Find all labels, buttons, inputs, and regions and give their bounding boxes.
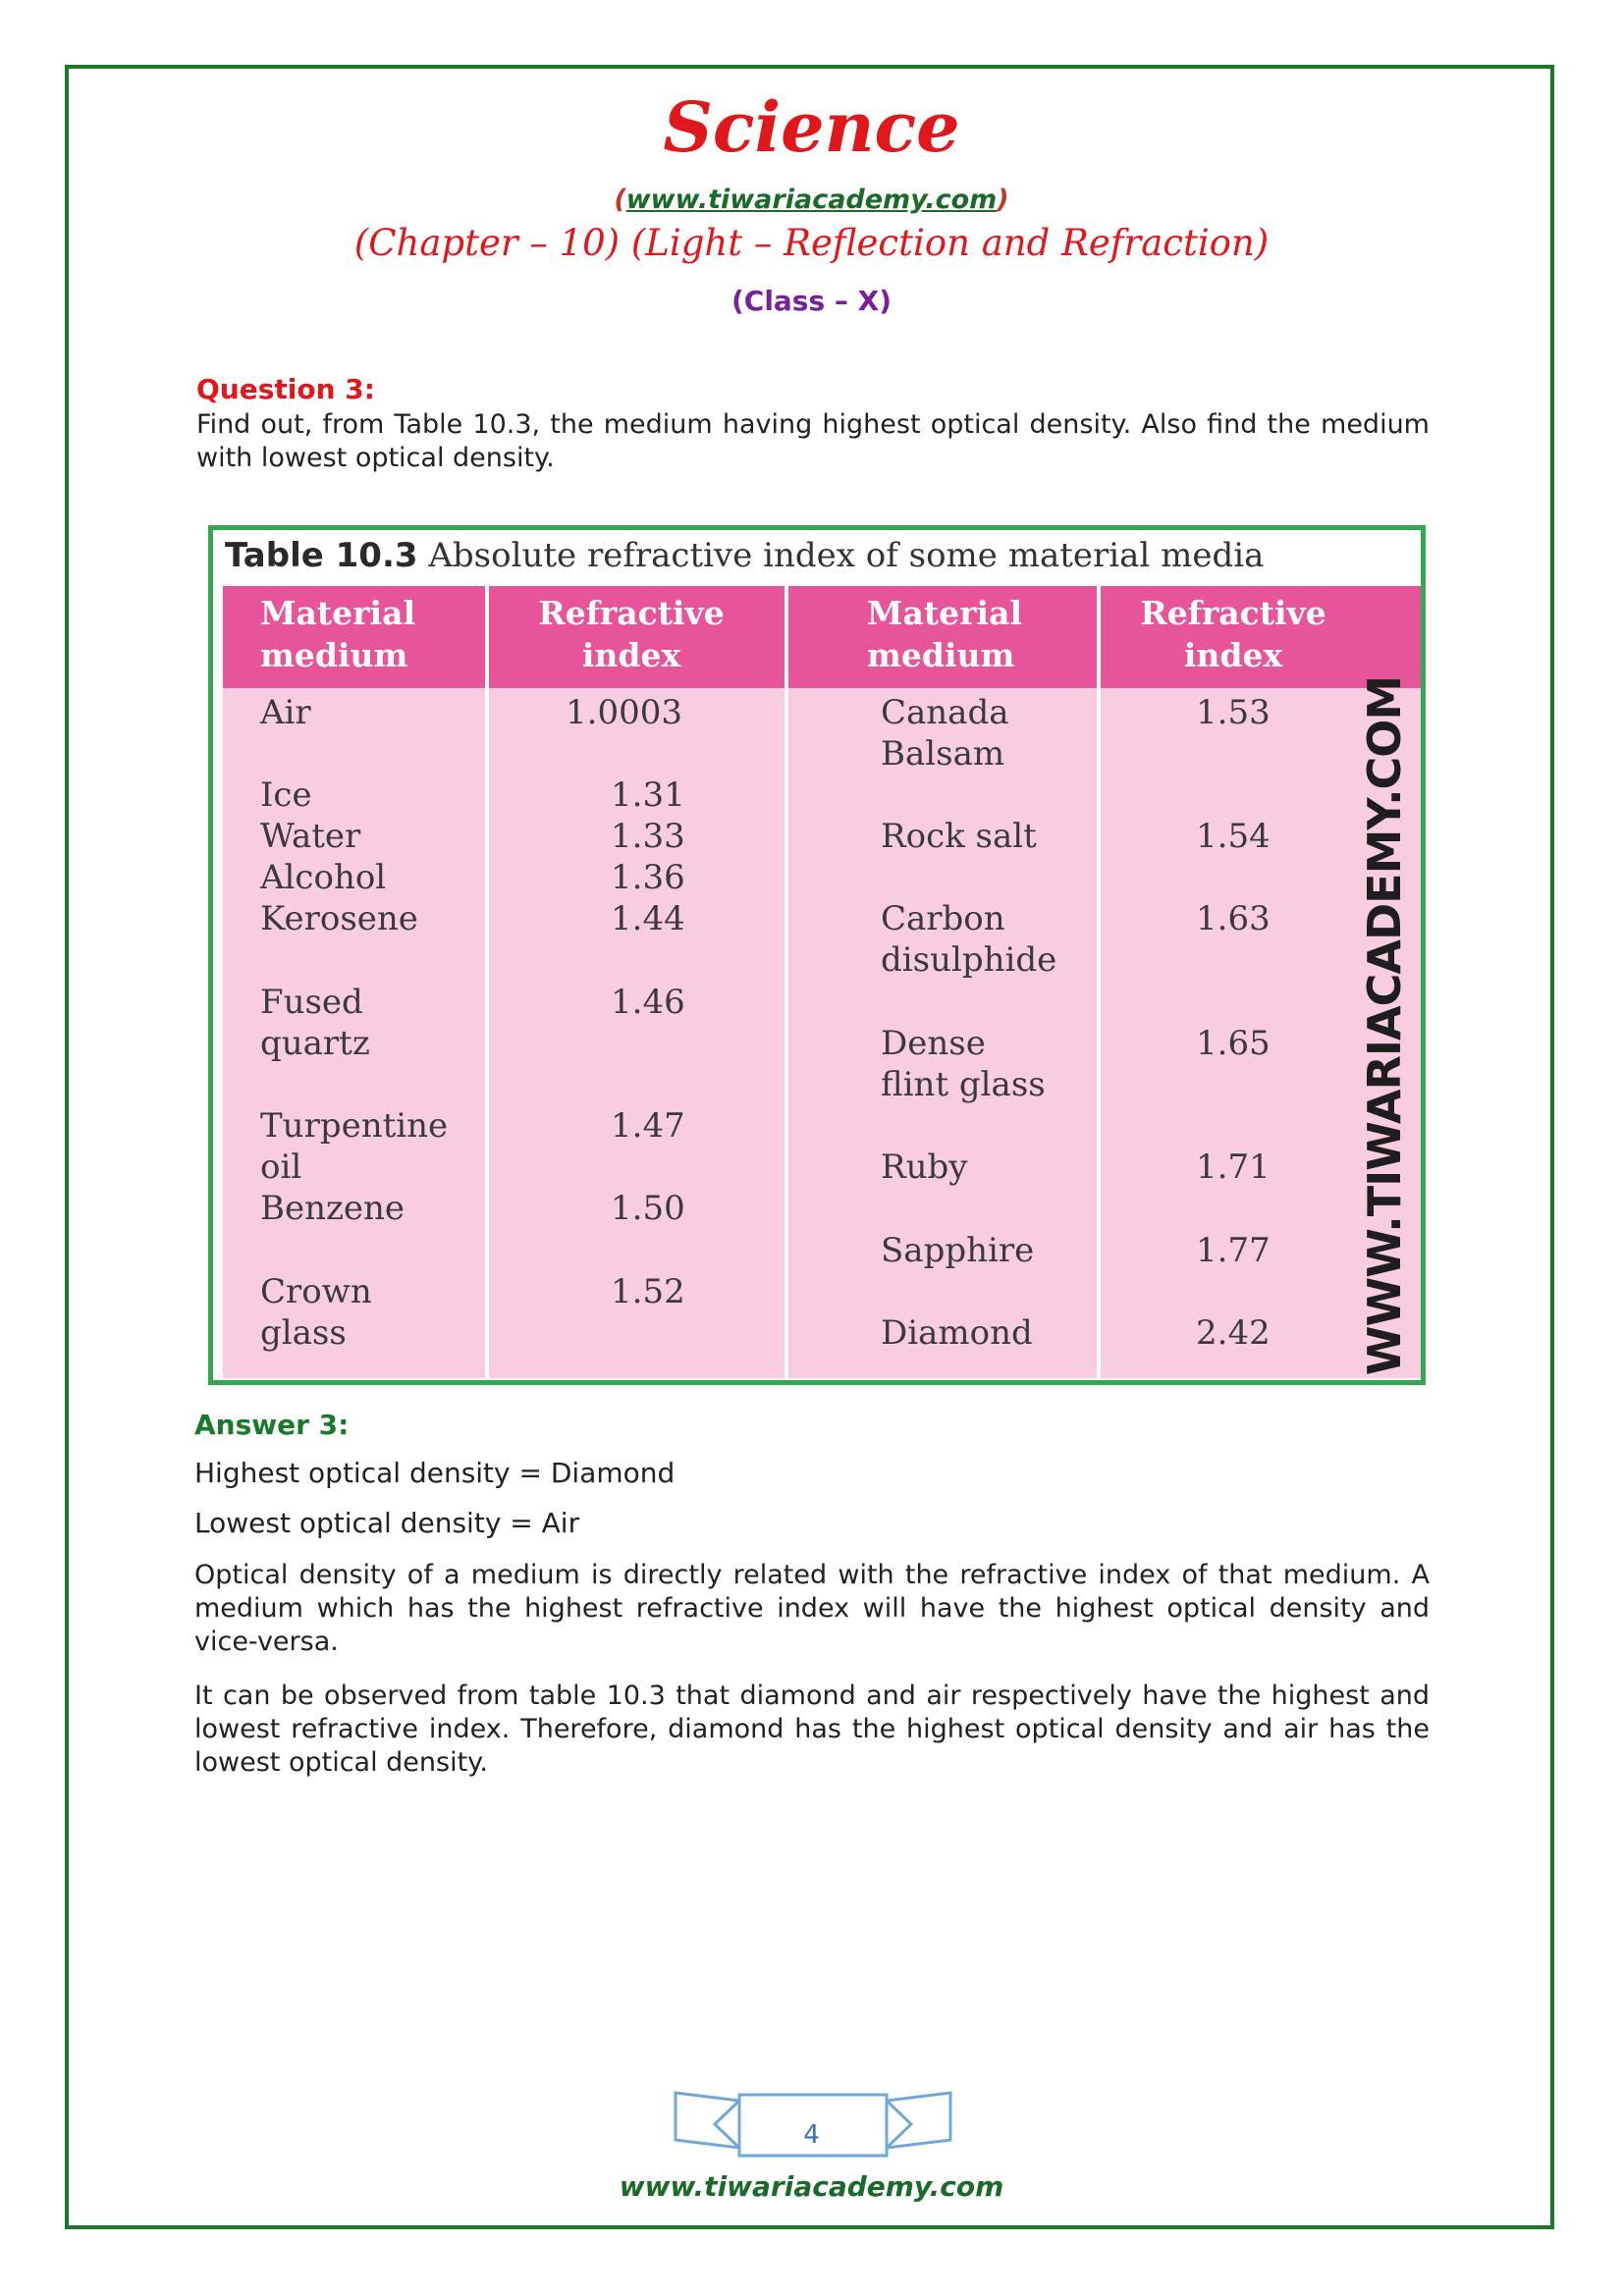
header-index-line2: index xyxy=(1183,636,1283,674)
table-caption-number: Table 10.3 xyxy=(225,536,418,575)
table-cell-index: 1.77 xyxy=(1196,1231,1271,1270)
table-cell-medium: Fused xyxy=(260,983,363,1022)
table-cell-medium: Rock salt xyxy=(881,817,1037,856)
table-cell-index: 1.44 xyxy=(611,899,685,938)
table-column-material-left xyxy=(223,586,485,1378)
question-label: Question 3: xyxy=(196,373,375,405)
answer-paragraph-2: It can be observed from table 10.3 that diamond and air respectively have the highest and lowest refractive index. Therefore, diamond has the highest optical density and air has the lowest optical density. xyxy=(194,1681,1430,1778)
footer-website[interactable]: www.tiwariacademy.com xyxy=(619,2170,1004,2203)
header-material-line1: Material xyxy=(260,594,415,632)
table-cell-medium: Ice xyxy=(260,775,312,815)
table-cell-index: 1.36 xyxy=(611,858,685,897)
table-header-cell xyxy=(1101,586,1421,688)
table-cell-medium: Diamond xyxy=(881,1313,1033,1353)
table-caption xyxy=(225,538,1264,574)
table-cell-medium: disulphide xyxy=(881,940,1057,980)
table-cell-index: 1.47 xyxy=(611,1106,685,1146)
table-cell-index: 1.50 xyxy=(611,1189,685,1228)
table-cell-index: 1.31 xyxy=(611,775,685,815)
header-index-line2: index xyxy=(581,636,681,674)
table-cell-index: 1.65 xyxy=(1196,1024,1271,1063)
table-header-cell xyxy=(489,586,784,688)
table-column-index-left xyxy=(489,586,784,1378)
table-caption-text: Absolute refractive index of some material media xyxy=(428,536,1265,575)
table-cell-medium: quartz xyxy=(260,1024,370,1063)
answer-highest: Highest optical density = Diamond xyxy=(194,1457,676,1489)
table-cell-index: 1.52 xyxy=(611,1272,685,1311)
header-index-line1: Refractive xyxy=(1140,594,1326,632)
table-cell-medium: Canada xyxy=(881,693,1009,732)
watermark-text: WWW.TIWARIACADEMY.COM xyxy=(1358,675,1411,1376)
header-website[interactable]: (www.tiwariacademy.com) xyxy=(614,185,1009,215)
table-cell-medium: Dense xyxy=(881,1024,986,1063)
table-cell-medium: Crown xyxy=(260,1272,372,1311)
table-column-material-right xyxy=(788,586,1097,1378)
header-material-line2: medium xyxy=(867,636,1015,674)
header-material-line1: Material xyxy=(867,594,1022,632)
table-cell-medium: Air xyxy=(260,693,311,732)
table-cell-index: 1.33 xyxy=(611,817,685,856)
table-cell-medium: Benzene xyxy=(260,1189,406,1228)
header-index-line1: Refractive xyxy=(538,594,725,632)
header-website-link[interactable]: www.tiwariacademy.com xyxy=(625,185,998,215)
table-cell-medium: flint glass xyxy=(881,1065,1046,1104)
chapter-heading: (Chapter – 10) (Light – Reflection and Refraction) xyxy=(353,222,1270,264)
table-cell-medium: Turpentine xyxy=(260,1106,449,1146)
table-cell-index: 1.53 xyxy=(1196,693,1271,732)
table-cell-index: 1.63 xyxy=(1196,899,1271,938)
table-cell-medium: oil xyxy=(260,1148,302,1187)
question-text: Find out, from Table 10.3, the medium having highest optical density. Also find the medium with lowest optical density. xyxy=(196,409,1430,473)
answer-paragraph-1: Optical density of a medium is directly related with the refractive index of that medium. A medium which has the highest refractive index will have the highest optical density and vice-versa. xyxy=(194,1560,1430,1657)
page-title: Science xyxy=(663,86,960,168)
table-cell-medium: Sapphire xyxy=(881,1231,1035,1270)
table-cell-medium: Water xyxy=(260,817,361,856)
table-cell-index: 1.54 xyxy=(1196,817,1271,856)
refractive-index-table xyxy=(208,525,1426,1385)
page-number: 4 xyxy=(803,2120,820,2150)
table-cell-medium: glass xyxy=(260,1313,347,1353)
header-material-line2: medium xyxy=(260,636,408,674)
table-cell-medium: Balsam xyxy=(881,734,1005,774)
table-cell-medium: Ruby xyxy=(881,1148,968,1187)
table-cell-index: 1.0003 xyxy=(566,693,682,732)
table-cell-index: 1.46 xyxy=(611,983,685,1022)
watermark-vertical xyxy=(1355,675,1414,1376)
answer-lowest: Lowest optical density = Air xyxy=(194,1507,580,1539)
table-cell-index: 1.71 xyxy=(1196,1148,1271,1187)
class-label: (Class – X) xyxy=(730,285,893,317)
table-cell-index: 2.42 xyxy=(1196,1313,1271,1353)
table-cell-medium: Kerosene xyxy=(260,899,418,938)
table-header-cell xyxy=(788,586,1097,688)
table-cell-medium: Carbon xyxy=(881,899,1005,938)
answer-label: Answer 3: xyxy=(194,1409,350,1441)
table-cell-medium: Alcohol xyxy=(260,858,387,897)
table-header-cell xyxy=(223,586,485,688)
